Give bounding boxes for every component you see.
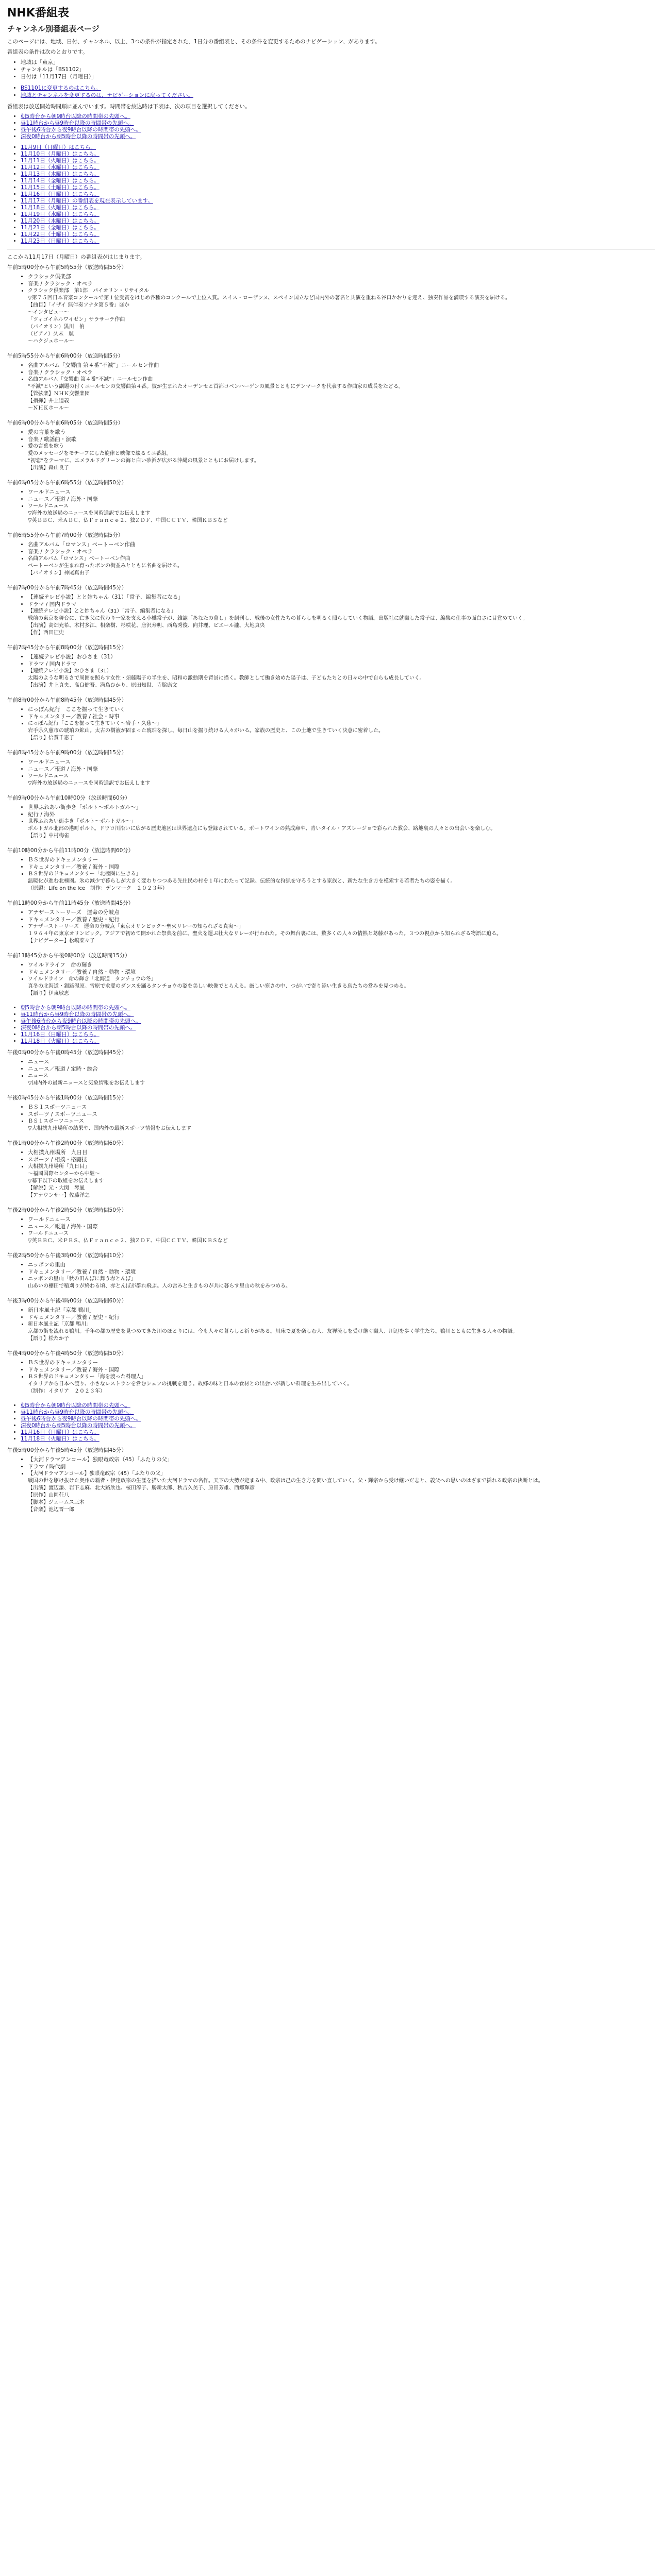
program-description: • ワイルドライフ 命の輝き「北海道 タンチョウの冬」 真冬の北海道・釧路湿原。雪原で求愛のダンスを踊るタンチョウの姿を美しい映像でとらえる。厳しい寒さの中、つがいで寄り添い生きる鳥たちの営みを見つめる。 【語り】伊東敏恵 — [28, 976, 655, 997]
program-entry — [7, 479, 655, 524]
program-description: • 世界ふれあい街歩き「ポルト〜ポルトガル〜」 ポルトガル北部の港町ポルト。ドウロ川沿いに広がる歴史地区は世界遺産にも登録されている。ポートワインの熟成庫や、青いタイル・アズレージョで彩られた教会、路地裏の人々との出会いを楽しむ。 【語り】中村梅雀 — [28, 818, 655, 840]
program-genre: • ドラマ / 時代劇 — [28, 1463, 655, 1470]
program-time: 午前6時05分から午前6時55分（放送時間50分） — [7, 480, 127, 486]
program-title: • ＢＳ１スポーツニュース — [28, 1104, 655, 1111]
program-time: 午後5時00分から午後5時45分（放送時間45分） — [7, 1447, 127, 1453]
program-list — [7, 1447, 655, 1514]
condition-date: • 日付は「11月17日（月曜日）」 — [21, 73, 655, 80]
program-body — [14, 706, 655, 742]
program-details — [14, 758, 655, 787]
date-link[interactable]: 11月14日（金曜日）はこちら。 — [21, 178, 100, 184]
change-links — [7, 84, 655, 99]
time-link-night[interactable]: 深夜0時台から朝5時台以降の時間帯の先頭へ。 — [21, 133, 136, 140]
program-title: • ニッポンの里山 — [28, 1261, 655, 1268]
program-description: • 新日本風土記「京都 鴨川」 京都の街を流れる鴨川。千年の都の歴史を見つめてきた川のほとりには、今も人々の暮らしと祈りがある。川床で夏を楽しむ人、友禅流しを受け継ぐ職人、川辺を歩く学生たち。鴨川とともに生きる人々の物語。 【語り】松たか子 — [28, 1321, 655, 1343]
date-link[interactable]: 11月13日（木曜日）はこちら。 — [21, 171, 100, 177]
program-time: 午前6時55分から午前7時00分（放送時間5分） — [7, 532, 124, 538]
program-body — [14, 541, 655, 577]
program-body — [14, 804, 655, 840]
program-description: • 【大河ドラマアンコール】独眼竜政宗（45）「ふたりの父」 戦国の世を駆け抜けた奥州の覇者・伊達政宗の生涯を描いた大河ドラマの名作。天下の大勢が定まる中、政宗は己の生き方を問い直していく。父・輝宗から受け継いだ志と、義父への思いのはざまで揺れる政宗の決断とは。 【出演】渡辺謙、岩下志麻、北大路欣也、桜田淳子、勝新太郎、秋吉久美子、原田芳雄、西郷輝彦 【原作】山岡荘八 【脚本】ジェームス三木 【音楽】池辺晋一郎 — [28, 1470, 655, 1514]
program-body — [14, 594, 655, 637]
program-entry — [7, 1350, 655, 1395]
program-title: • 【連続テレビ小説】おひさま（31） — [28, 653, 655, 660]
program-time: 午前5時00分から午前5時55分（放送時間55分） — [7, 264, 127, 270]
program-genre: • ドキュメンタリー／教養 / 海外・国際 — [28, 863, 655, 871]
program-details — [14, 653, 655, 689]
program-time: 午前11時00分から午前11時45分（放送時間45分） — [7, 900, 134, 906]
mid-nav-links — [7, 1005, 655, 1045]
program-body — [14, 429, 655, 472]
program-body — [14, 1058, 655, 1087]
date-link[interactable]: 11月12日（水曜日）はこちら。 — [21, 164, 100, 171]
time-link-night[interactable]: 深夜0時台から朝5時台以降の時間帯の先頭へ。 — [21, 1025, 136, 1031]
program-entry — [7, 419, 655, 472]
program-genre: • ドラマ / 国内ドラマ — [28, 601, 655, 608]
program-time: 午前5時55分から午前6時00分（放送時間5分） — [7, 353, 124, 359]
program-details — [14, 541, 655, 577]
program-body — [14, 758, 655, 787]
program-time: 午前8時00分から午前8時45分（放送時間45分） — [7, 697, 127, 703]
conditions-list — [7, 59, 655, 80]
time-link-evening[interactable]: 昼午後6時台から夜9時台以降の時間帯の先頭へ。 — [21, 1416, 141, 1422]
program-time: 午後1時00分から午後2時00分（放送時間60分） — [7, 1140, 127, 1146]
program-genre: • 音楽 / クラシック・オペラ — [28, 280, 655, 287]
program-genre: • ドキュメンタリー／教養 / 社会・時事 — [28, 713, 655, 720]
date-link[interactable]: 11月22日（土曜日）はこちら。 — [21, 231, 100, 238]
program-title: • 【大河ドラマアンコール】独眼竜政宗（45）「ふたりの父」 — [28, 1456, 655, 1463]
program-description: • 【連続テレビ小説】とと姉ちゃん（31）「常子、編集者になる」 戦前の東京を舞台に、亡き父に代わり一家を支える小橋常子が、雑誌「あなたの暮し」を創刊し、戦後の女性たちの暮らしを明るく照らしていく物語。出版社に就職した常子は、編集の仕事の面白さに目覚めていく。 【出演】高畑充希、木村多江、相楽樹、杉咲花、唐沢寿明、西島秀俊、向井理、ピエール瀧、大地真央 【作】西田征史 — [28, 608, 655, 637]
prev-date-link[interactable]: 11月16日（日曜日）はこちら。 — [21, 1429, 100, 1435]
time-link-night[interactable]: 深夜0時台から朝5時台以降の時間帯の先頭へ。 — [21, 1422, 136, 1429]
program-description: • 愛の言葉を歌う 愛のメッセージをモチーフにした旋律と映像で綴るミニ番組。 “初恋”をテーマに、エメラルドグリーンの海と白い砂浜が広がる沖縄の風景とともにお届けします。 【出演】森山良子 — [28, 443, 655, 472]
program-time: 午前10時00分から午前11時00分（放送時間60分） — [7, 848, 134, 854]
program-genre: • 音楽 / クラシック・オペラ — [28, 548, 655, 555]
program-genre: • ニュース／報道 / 定時・総合 — [28, 1065, 655, 1073]
program-genre: • ニュース／報道 / 海外・国際 — [28, 766, 655, 773]
program-time: 午前7時00分から午前7時45分（放送時間45分） — [7, 585, 127, 591]
bottom-nav-links — [7, 1402, 655, 1443]
program-description: • ワールドニュース ▽海外の放送局のニュースを同時通訳でお伝えします ▽英ＢＢＣ、米ＡＢＣ、仏Ｆｒａｎｃｅ２、独ＺＤＦ、中国ＣＣＴＶ、韓国ＫＢＳなど — [28, 503, 655, 524]
program-details — [14, 1261, 655, 1290]
program-time: 午前7時45分から午前8時00分（放送時間15分） — [7, 645, 127, 651]
program-genre: • 音楽 / クラシック・オペラ — [28, 369, 655, 376]
program-description: • ＢＳ世界のドキュメンタリー「北極圏に生きる」 温暖化が進む北極圏。氷の減少で暮らしが大きく変わりつつある先住民の村を１年にわたって記録。伝統的な狩猟を守ろうとする家族と、新たな生き方を模索する若者たちの姿を描く。 （原題：Life on the Ice 制作：デンマーク ２０２３年） — [28, 871, 655, 892]
date-link[interactable]: 11月16日（日曜日）はこちら。 — [21, 191, 100, 197]
next-date-link[interactable]: 11月18日（火曜日）はこちら。 — [21, 1436, 100, 1442]
program-title: • ワールドニュース — [28, 1216, 655, 1223]
program-body — [14, 1104, 655, 1132]
program-body — [14, 1359, 655, 1395]
time-link-evening[interactable]: 昼午後6時台から夜9時台以降の時間帯の先頭へ。 — [21, 127, 141, 133]
program-details — [14, 1216, 655, 1245]
date-link[interactable]: 11月11日（火曜日）はこちら。 — [21, 158, 100, 164]
date-link[interactable]: 11月23日（日曜日）はこちら。 — [21, 238, 100, 244]
program-time: 午後2時00分から午後2時50分（放送時間50分） — [7, 1207, 127, 1213]
conditions-lead: 番組表の条件は次のとおりです。 — [7, 49, 88, 55]
program-entry — [7, 352, 655, 412]
program-description: • ＢＳ世界のドキュメンタリー「海を渡った料理人」 イタリアから日本へ渡り、小さなレストランを営むシェフの挑戦を追う。故郷の味と日本の食材との出会いが新しい料理を生み出していく。 （制作：イタリア ２０２３年） — [28, 1374, 655, 1395]
time-link-noon[interactable]: 昼11時台から昼9時台以降の時間帯の先頭へ。 — [21, 1011, 134, 1018]
condition-channel: • チャンネルは「BS1102」 — [21, 66, 655, 73]
program-title: • 【連続テレビ小説】とと姉ちゃん（31）「常子、編集者になる」 — [28, 594, 655, 601]
program-details — [14, 273, 655, 345]
program-list — [7, 264, 655, 997]
program-body — [14, 909, 655, 945]
program-title: • クラシック倶楽部 — [28, 273, 655, 280]
program-details — [14, 961, 655, 997]
program-entry — [7, 1140, 655, 1199]
program-entry — [7, 1207, 655, 1245]
program-genre: • スポーツ / スポーツニュース — [28, 1111, 655, 1118]
program-genre: • ドキュメンタリー／教養 / 自然・動物・環境 — [28, 969, 655, 976]
program-details — [14, 856, 655, 892]
time-link-morning[interactable]: 朝5時台から朝9時台以降の時間帯の先頭へ。 — [21, 1005, 130, 1011]
program-entry — [7, 1049, 655, 1087]
program-description: • ニュース ▽国内外の最新ニュースと気象情報をお伝えします — [28, 1073, 655, 1087]
date-link[interactable]: 11月15日（土曜日）はこちら。 — [21, 184, 100, 191]
program-details — [14, 1359, 655, 1395]
program-title: • ワールドニュース — [28, 488, 655, 496]
program-title: • ワイルドライフ 命の輝き — [28, 961, 655, 969]
program-genre: • ドラマ / 国内ドラマ — [28, 660, 655, 668]
time-link-morning[interactable]: 朝5時台から朝9時台以降の時間帯の先頭へ。 — [21, 1402, 130, 1409]
program-time: 午後4時00分から午後4時50分（放送時間50分） — [7, 1350, 127, 1357]
program-details — [14, 706, 655, 742]
page-subtitle: チャンネル別番組表ページ — [7, 24, 100, 33]
program-details — [14, 804, 655, 840]
date-links — [7, 144, 655, 245]
program-title: • 新日本風土記「京都 鴨川」 — [28, 1307, 655, 1314]
program-genre: • 音楽 / 歌謡曲・演歌 — [28, 436, 655, 443]
time-link-morning[interactable]: 朝5時台から朝9時台以降の時間帯の先頭へ。 — [21, 113, 130, 120]
program-body — [14, 362, 655, 412]
program-description: • 【連続テレビ小説】おひさま（31） 太陽のような明るさで周囲を照らす女性・須藤陽子の半生を、昭和の激動期を背景に描く。教師として働き始めた陽子は、子どもたちとの日々の中で自らも成長していく。 【出演】井上真央、高良健吾、満島ひかり、原田知世、寺脇康文 — [28, 668, 655, 689]
program-body — [14, 1456, 655, 1514]
program-title: • 世界ふれあい街歩き「ポルト〜ポルトガル〜」 — [28, 804, 655, 811]
program-title: • ニュース — [28, 1058, 655, 1065]
program-entry — [7, 1252, 655, 1290]
time-links — [7, 113, 655, 140]
program-entry — [7, 1297, 655, 1343]
program-entry — [7, 644, 655, 689]
program-body — [14, 488, 655, 524]
date-link[interactable]: 11月18日（火曜日）はこちら。 — [21, 205, 100, 211]
program-entry — [7, 1447, 655, 1514]
program-body — [14, 1216, 655, 1245]
program-time: 午前11時45分から午後0時00分（放送時間15分） — [7, 953, 130, 959]
date-link[interactable]: 11月21日（金曜日）はこちら。 — [21, 225, 100, 231]
program-entry — [7, 584, 655, 637]
date-link[interactable]: 11月20日（木曜日）はこちら。 — [21, 218, 100, 224]
program-body — [14, 653, 655, 689]
date-link[interactable]: 11月9日（日曜日）はこちら。 — [21, 144, 96, 150]
intro-text: このページには、地域、日付、チャンネル、以上、3つの条件が指定された、1日分の番組表と、その条件を変更するためのナビゲーション、があります。 — [7, 39, 380, 45]
program-body — [14, 273, 655, 345]
time-link-noon[interactable]: 昼11時台から昼9時台以降の時間帯の先頭へ。 — [21, 120, 134, 126]
program-genre: • 紀行 / 海外 — [28, 811, 655, 818]
program-title: • アナザーストーリーズ 運命の分岐点 — [28, 909, 655, 916]
program-details — [14, 429, 655, 472]
date-link[interactable]: 11月19日（水曜日）はこちら。 — [21, 211, 100, 217]
program-details — [14, 1104, 655, 1132]
program-entry — [7, 532, 655, 577]
program-details — [14, 488, 655, 524]
program-list — [7, 1049, 655, 1395]
program-genre: • ドキュメンタリー／教養 / 自然・動物・環境 — [28, 1268, 655, 1276]
program-title: • ＢＳ世界のドキュメンタリー — [28, 1359, 655, 1366]
page-title: NHK番組表 — [7, 7, 69, 20]
program-body — [14, 1149, 655, 1199]
program-details — [14, 1307, 655, 1343]
program-entry — [7, 749, 655, 787]
program-genre: • スポーツ / 相撲・格闘技 — [28, 1156, 655, 1163]
program-time: 午前6時00分から午前6時05分（放送時間5分） — [7, 420, 124, 426]
program-details — [14, 362, 655, 412]
program-time: 午前8時45分から午前9時00分（放送時間15分） — [7, 750, 127, 756]
time-link-evening[interactable]: 昼午後6時台から夜9時台以降の時間帯の先頭へ。 — [21, 1018, 141, 1024]
program-details — [14, 1456, 655, 1514]
program-entry — [7, 847, 655, 892]
program-title: • 名曲アルバム「ロマンス」ベートーベン作曲 — [28, 541, 655, 548]
program-details — [14, 594, 655, 637]
program-description: • ワールドニュース ▽海外の放送局のニュースを同時通訳でお伝えします — [28, 773, 655, 787]
program-description: • ＢＳ１スポーツニュース ▽大相撲九州場所の結果や、国内外の最新スポーツ情報をお伝えします — [28, 1118, 655, 1132]
program-details — [14, 909, 655, 945]
date-link[interactable]: 11月10日（月曜日）はこちら。 — [21, 151, 100, 157]
change-channel-link[interactable]: BS1101に変更するのはこちら。 — [21, 85, 101, 91]
program-description: • 名曲アルバム「ロマンス」ベートーベン作曲 ベートーベンが生まれ育ったボンの街並みとともに名曲を届ける。 【バイオリン】神尾真由子 — [28, 555, 655, 577]
program-body — [14, 1261, 655, 1290]
program-details — [14, 1149, 655, 1199]
program-title: • にっぽん紀行 ここを掘って生きていく — [28, 706, 655, 713]
program-title: • 愛の言葉を歌う — [28, 429, 655, 436]
program-body — [14, 856, 655, 892]
program-description: • にっぽん紀行「ここを掘って生きていく〜岩手・久慈〜」 岩手県久慈市の琥珀の鉱山。太古の樹液が固まった琥珀を探し、毎日山を掘り続ける人々がいる。家族の歴史と、この土地で生きていく決意に密着した。 【語り】倍賞千恵子 — [28, 720, 655, 742]
program-time: 午後2時50分から午後3時00分（放送時間10分） — [7, 1252, 127, 1259]
program-entry — [7, 264, 655, 345]
date-link-current[interactable]: 11月17日（月曜日）の番組表を現在表示しています。 — [21, 198, 153, 204]
program-time: 午後0時00分から午後0時45分（放送時間45分） — [7, 1049, 127, 1056]
program-title: • ＢＳ世界のドキュメンタリー — [28, 856, 655, 863]
program-title: • ワールドニュース — [28, 758, 655, 766]
program-body — [14, 961, 655, 997]
condition-region: • 地域は「東京」 — [21, 59, 655, 66]
program-body — [14, 1307, 655, 1343]
prev-date-link[interactable]: 11月16日（日曜日）はこちら。 — [21, 1031, 100, 1038]
program-time: 午後3時00分から午後4時00分（放送時間60分） — [7, 1298, 127, 1304]
program-entry — [7, 952, 655, 997]
program-genre: • ニュース／報道 / 海外・国際 — [28, 1223, 655, 1230]
note-text: 番組表は放送開始時間順に並んでいます。時間帯を絞込時は下表は、次の項目を選択してください。 — [7, 104, 251, 110]
program-entry — [7, 794, 655, 840]
time-link-noon[interactable]: 昼11時台から昼9時台以降の時間帯の先頭へ。 — [21, 1409, 134, 1415]
program-description: • ニッポンの里山「秋の田んぼに舞う赤とんぼ」 山あいの棚田で稲刈りが終わる頃、赤とんぼが群れ飛ぶ。人の営みと生きものが共に暮らす里山の秋をみつめる。 — [28, 1276, 655, 1290]
program-description: • アナザーストーリーズ 運命の分岐点「東京オリンピック〜聖火リレーの知られざる真実〜」 １９６４年の東京オリンピック。アジアで初めて開かれた祭典を前に、聖火を運ぶ壮大なリレーが行われた。その舞台裏には、数多くの人々の情熱と葛藤があった。３つの視点から知られざる物語に迫る。 【ナビゲーター】松嶋菜々子 — [28, 923, 655, 945]
back-to-navigation-link[interactable]: 地域とチャンネルを変更するのは、ナビゲーションに戻ってください。 — [21, 92, 193, 98]
program-description: • クラシック倶楽部 第1部 パイオリン・リサイタル ▽第７５回日本音楽コンクールで第１位受賞をはじめ各種のコンクールで上位入賞。スイス・ローザンヌ、スペイン国立など国内外の著名と共演を重ねる谷口かおりを迎え、独奏作品を満喫する演奏を届ける。 【曲目】「イザイ 無伴奏ソナタ第５番」ほか 〜インタビュー〜 「ツィゴイネルワイゼン」サラサーテ作曲 （バイオリン）黒川 侑 （ピアノ）久末 航 〜ハクジュホール〜 — [28, 287, 655, 345]
program-description: • ワールドニュース ▽英ＢＢＣ、米ＰＢＳ、仏Ｆｒａｎｃｅ２、独ＺＤＦ、中国ＣＣＴＶ、韓国ＫＢＳなど — [28, 1230, 655, 1245]
program-genre: • ドキュメンタリー／教養 / 海外・国際 — [28, 1366, 655, 1374]
program-entry — [7, 1094, 655, 1132]
program-entry — [7, 697, 655, 742]
program-description: • 大相撲九州場所「九日目」 〜福岡国際センターから中継〜 ▽幕下以下の取組をお伝えします 【解説】元・大関 琴風 【アナウンサー】佐藤洋之 — [28, 1163, 655, 1199]
program-details — [14, 1058, 655, 1087]
next-date-link[interactable]: 11月18日（火曜日）はこちら。 — [21, 1038, 100, 1044]
program-genre: • ニュース／報道 / 海外・国際 — [28, 496, 655, 503]
program-title: • 大相撲九州場所 九日目 — [28, 1149, 655, 1156]
program-genre: • ドキュメンタリー／教養 / 歴史・紀行 — [28, 1314, 655, 1321]
program-time: 午後0時45分から午後1時00分（放送時間15分） — [7, 1095, 127, 1101]
program-genre: • ドキュメンタリー／教養 / 歴史・紀行 — [28, 916, 655, 923]
program-entry — [7, 900, 655, 945]
list-start-text: ここから11月17日（月曜日）の番組表がはじまります。 — [7, 254, 145, 260]
program-time: 午前9時00分から午前10時00分（放送時間60分） — [7, 795, 130, 801]
program-description: • 名曲アルバム「交響曲 第４番“不滅”」ニールセン作曲 “不滅”という副題の付くニールセンの交響曲第４番。彼が生まれたオーデンセと首都コペンハーゲンの風景とともにデンマークを代表する作曲家の成長をたどる。 【管弦楽】ＮＨＫ交響楽団 【指揮】井上道義 〜ＮＨＫホール〜 — [28, 376, 655, 412]
program-title: • 名曲アルバム「交響曲 第４番“不滅”」ニールセン作曲 — [28, 362, 655, 369]
